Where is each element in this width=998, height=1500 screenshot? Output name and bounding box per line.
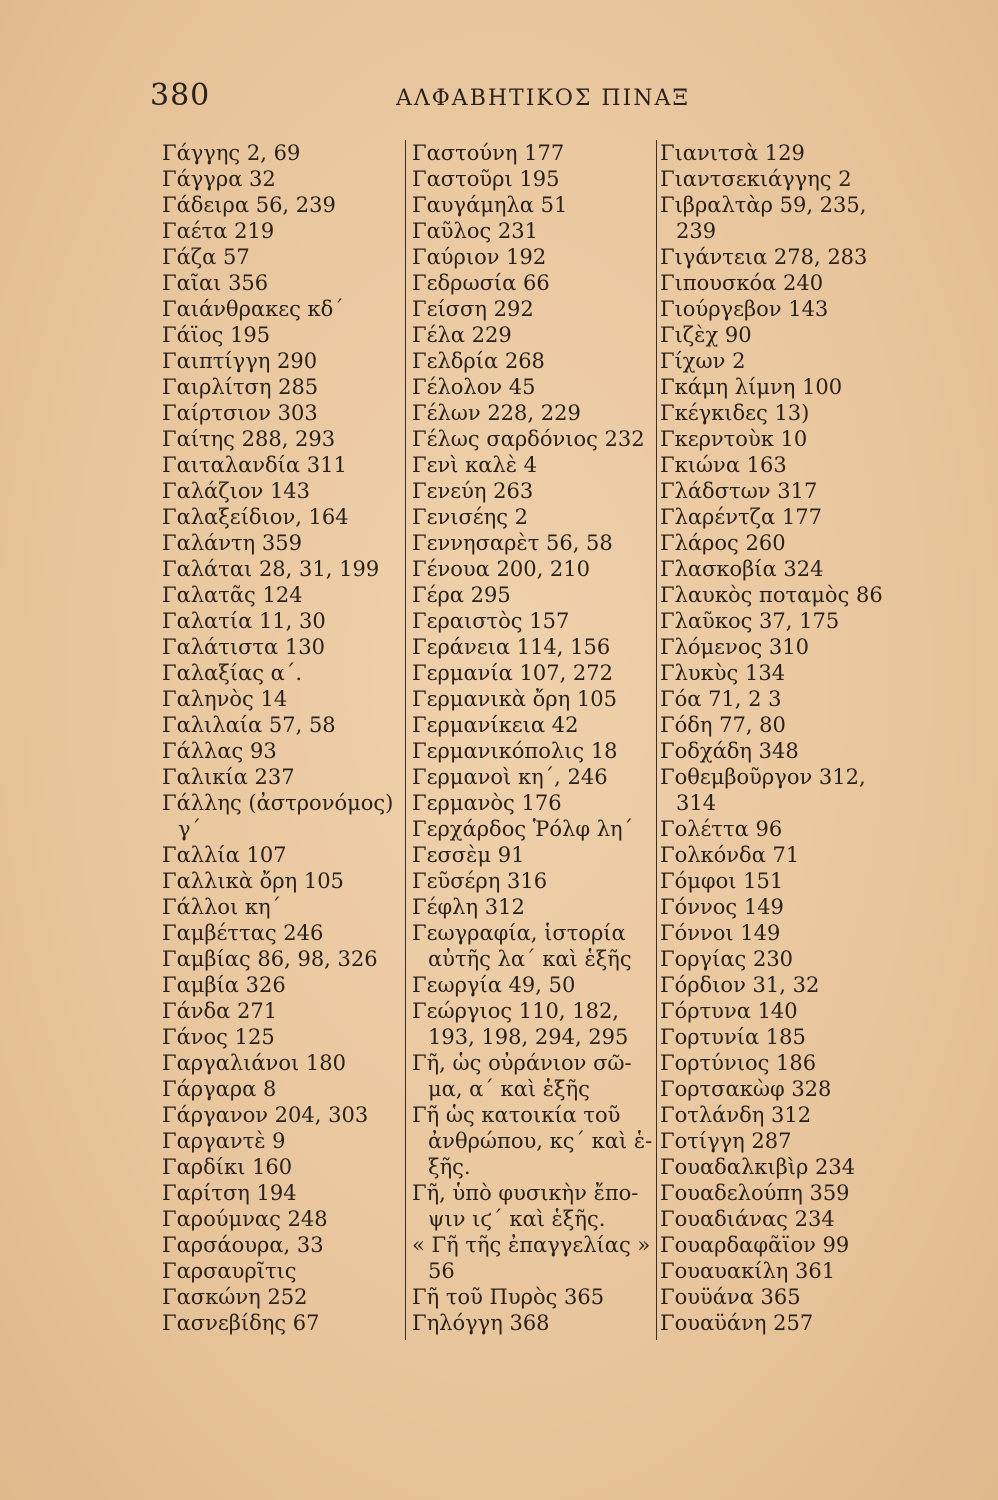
index-entry: Γάλλας 93	[162, 739, 277, 763]
index-entry: Γιζὲχ 90	[660, 323, 752, 347]
index-entry: Γαλικία 237	[162, 765, 295, 789]
index-entry: Γεραιστὸς 157	[412, 609, 570, 633]
column-divider	[405, 140, 406, 1340]
index-entry: Γαμβέττας 246	[162, 921, 324, 945]
index-entry: Γεωργία 49, 50	[412, 973, 576, 997]
index-entry: Γενεύη 263	[412, 479, 534, 503]
index-entry: Γιούργεβον 143	[660, 297, 829, 321]
index-entry: Γαιταλανδία 311	[162, 453, 347, 477]
index-entry: Γασνεβίδης 67	[162, 1311, 320, 1335]
index-entry: Γέλολον 45	[412, 375, 536, 399]
index-entry: Γάζα 57	[162, 245, 250, 269]
index-entry: Γουαυακίλη 361	[660, 1259, 836, 1283]
index-entry: Γάργαρα 8	[162, 1077, 277, 1101]
index-entry: Γολέττα 96	[660, 817, 783, 841]
index-entry: Γλυκὺς 134	[660, 661, 786, 685]
index-entry: Γαρσάουρα, 33	[162, 1233, 324, 1257]
index-entry: Γίχων 2	[660, 349, 746, 373]
index-entry: Γαλατᾶς 124	[162, 583, 303, 607]
index-entry: 193, 198, 294, 295	[428, 1025, 629, 1049]
running-title: ΑΛΦΑΒΗΤΙΚΟΣ ΠΙΝΑΞ	[396, 86, 690, 111]
index-entry: Γερμανίκεια 42	[412, 713, 579, 737]
index-entry: Γένουα 200, 210	[412, 557, 590, 581]
index-entry: Γαύριον 192	[412, 245, 547, 269]
index-entry: Γαργαντὲ 9	[162, 1129, 286, 1153]
index-entry: Γείσση 292	[412, 297, 534, 321]
index-entry: Γουαϋάνη 257	[660, 1311, 814, 1335]
index-entry: αὐτῆς λα΄ καὶ ἑξῆς	[428, 947, 632, 971]
index-entry: Γῆ, ὑπὸ φυσικὴν ἔπο-	[412, 1181, 639, 1205]
index-entry: Γορτυνία 185	[660, 1025, 806, 1049]
index-entry: Γεδρωσία 66	[412, 271, 550, 295]
index-entry: Γέλως σαρδόνιος 232	[412, 427, 645, 451]
index-entry: Γκερντοὺκ 10	[660, 427, 808, 451]
index-entry: Γαρίτση 194	[162, 1181, 297, 1205]
index-entry: Γόδη 77, 80	[660, 713, 786, 737]
index-entry: Γεώργιος 110, 182,	[412, 999, 619, 1023]
index-entry: Γεῦσέρη 316	[412, 869, 548, 893]
index-entry: Γουαδελούπη 359	[660, 1181, 850, 1205]
index-entry: Γαίτης 288, 293	[162, 427, 336, 451]
index-entry: Γουαδαλκιβὶρ 234	[660, 1155, 856, 1179]
index-entry: Γαμβίας 86, 98, 326	[162, 947, 378, 971]
index-entry: Γαργαλιάνοι 180	[162, 1051, 346, 1075]
index-entry: ἀνθρώπου, κς΄ καὶ ἑ-	[428, 1129, 653, 1153]
index-entry: Γάγγης 2, 69	[162, 141, 301, 165]
index-entry: Γόννοι 149	[660, 921, 781, 945]
index-entry: Γιβραλτὰρ 59, 235,	[660, 193, 867, 217]
index-entry: Γόρδιον 31, 32	[660, 973, 820, 997]
index-entry: Γῆ, ὡς οὐράνιον σῶ-	[412, 1051, 632, 1075]
index-entry: Γαῖαι 356	[162, 271, 269, 295]
index-entry: Γεσσὲμ 91	[412, 843, 525, 867]
index-entry: Γαληνὸς 14	[162, 687, 288, 711]
index-entry: Γόμφοι 151	[660, 869, 784, 893]
index-entry: Γλάρος 260	[660, 531, 786, 555]
index-entry: Γάνος 125	[162, 1025, 275, 1049]
index-entry: Γαιάνθρακες κδ΄	[162, 297, 344, 321]
index-entry: Γλάδστων 317	[660, 479, 818, 503]
index-entry: Γλαρέντζα 177	[660, 505, 822, 529]
index-entry: Γορτύνιος 186	[660, 1051, 817, 1075]
index-entry: Γερμανικὰ ὄρη 105	[412, 687, 617, 711]
index-entry: Γῆ ὡς κατοικία τοῦ	[412, 1103, 621, 1127]
index-entry: Γαίρτσιον 303	[162, 401, 318, 425]
index-entry: Γασκώνη 252	[162, 1285, 308, 1309]
index-entry: Γαστούνη 177	[412, 141, 565, 165]
index-entry: Γεννησαρὲτ 56, 58	[412, 531, 613, 555]
index-entry: Γάργανον 204, 303	[162, 1103, 369, 1127]
index-entry: Γάϊος 195	[162, 323, 271, 347]
index-entry: Γαρούμνας 248	[162, 1207, 328, 1231]
index-entry: Γενισέης 2	[412, 505, 529, 529]
index-entry: Γοδχάδη 348	[660, 739, 799, 763]
index-entry: Γάγγρα 32	[162, 167, 276, 191]
index-entry: Γλόμενος 310	[660, 635, 809, 659]
index-entry: Γαλλικὰ ὄρη 105	[162, 869, 344, 893]
index-entry: Γαυγάμηλα 51	[412, 193, 568, 217]
index-entry: Γαλάντη 359	[162, 531, 302, 555]
column-divider	[656, 140, 657, 1340]
index-entry: « Γῆ τῆς ἐπαγγελίας »	[412, 1233, 651, 1257]
index-entry: Γαιπτίγγη 290	[162, 349, 318, 373]
index-entry: Γοθεμβοῦργον 312,	[660, 765, 866, 789]
index-entry: Γοτίγγη 287	[660, 1129, 792, 1153]
index-entry: Γιανιτσὰ 129	[660, 141, 805, 165]
index-entry: Γαλάται 28, 31, 199	[162, 557, 380, 581]
index-entry: Γκέγκιδες 13)	[660, 401, 810, 425]
index-entry: Γέλων 228, 229	[412, 401, 581, 425]
index-entry: μα, α΄ καὶ ἑξῆς	[428, 1077, 590, 1101]
index-entry: Γερμανία 107, 272	[412, 661, 613, 685]
index-entry: ψιν ιϛ΄ καὶ ἑξῆς.	[428, 1207, 606, 1231]
index-entry: Γέφλη 312	[412, 895, 525, 919]
index-entry: Γέλα 229	[412, 323, 512, 347]
index-entry: Γορτσακὼφ 328	[660, 1077, 832, 1101]
index-entry: Γαστοῦρι 195	[412, 167, 560, 191]
index-entry: Γαέτα 219	[162, 219, 275, 243]
index-entry: Γαλατία 11, 30	[162, 609, 326, 633]
index-entry: 314	[676, 791, 717, 815]
index-entry: Γάλλοι κη΄	[162, 895, 282, 919]
index-entry: Γιαντσεκιάγγης 2	[660, 167, 852, 191]
index-entry: Γλαυκὸς ποταμὸς 86	[660, 583, 883, 607]
index-entry: Γεράνεια 114, 156	[412, 635, 611, 659]
index-entry: Γερχάρδος Ῥόλφ λη΄	[412, 817, 634, 841]
index-entry: Γῆ τοῦ Πυρὸς 365	[412, 1285, 605, 1309]
index-entry: Γλασκοβία 324	[660, 557, 824, 581]
index-entry: Γιπουσκόα 240	[660, 271, 824, 295]
index-entry: Γκάμη λίμνη 100	[660, 375, 843, 399]
index-entry: Γερμανικόπολις 18	[412, 739, 618, 763]
index-entry: Γηλόγγη 368	[412, 1311, 550, 1335]
index-entry: 56	[428, 1259, 455, 1283]
index-entry: Γοργίας 230	[660, 947, 794, 971]
index-entry: Γαιρλίτση 285	[162, 375, 319, 399]
index-entry: Γαῦλος 231	[412, 219, 538, 243]
index-entry: Γιγάντεια 278, 283	[660, 245, 868, 269]
index-entry: Γόα 71, 2 3	[660, 687, 782, 711]
index-entry: Γαλλία 107	[162, 843, 287, 867]
index-entry: Γερμανὸς 176	[412, 791, 562, 815]
index-entry: Γαλαξείδιον, 164	[162, 505, 349, 529]
page-number: 380	[150, 78, 211, 113]
index-entry: Γερμανοὶ κη΄, 246	[412, 765, 608, 789]
index-entry: Γόννος 149	[660, 895, 784, 919]
index-entry: 239	[676, 219, 717, 243]
index-entry: Γελδρία 268	[412, 349, 545, 373]
index-entry: Γκιώνα 163	[660, 453, 787, 477]
index-entry: Γαρδίκι 160	[162, 1155, 293, 1179]
index-entry: Γαλάτιστα 130	[162, 635, 325, 659]
index-entry: Γάνδα 271	[162, 999, 278, 1023]
index-entry: Γαλάζιον 143	[162, 479, 311, 503]
index-entry: Γόρτυνα 140	[660, 999, 798, 1023]
index-entry: Γαρσαυρῖτις	[162, 1259, 297, 1283]
index-entry: Γέρα 295	[412, 583, 511, 607]
index-column-3	[660, 140, 890, 1336]
index-entry: Γουαρδαφᾶϊον 99	[660, 1233, 850, 1257]
index-entry: Γουϋάνα 365	[660, 1285, 801, 1309]
index-entry: γ΄	[178, 817, 202, 841]
index-entry: Γολκόνδα 71	[660, 843, 800, 867]
index-entry: Γουαδιάνας 234	[660, 1207, 835, 1231]
index-entry: Γενὶ καλὲ 4	[412, 453, 538, 477]
index-entry: Γάλλης (ἀστρονόμος)	[162, 791, 394, 815]
index-column-1	[162, 140, 402, 1336]
index-entry: Γλαῦκος 37, 175	[660, 609, 840, 633]
index-column-2	[412, 140, 656, 1336]
index-entry: Γαλαξίας α΄.	[162, 661, 303, 685]
index-entry: ξῆς.	[428, 1155, 471, 1179]
index-entry: Γάδειρα 56, 239	[162, 193, 336, 217]
index-entry: Γεωγραφία, ἱστορία	[412, 921, 626, 945]
index-entry: Γαλιλαία 57, 58	[162, 713, 336, 737]
index-entry: Γαμβία 326	[162, 973, 286, 997]
index-entry: Γοτλάνδη 312	[660, 1103, 812, 1127]
